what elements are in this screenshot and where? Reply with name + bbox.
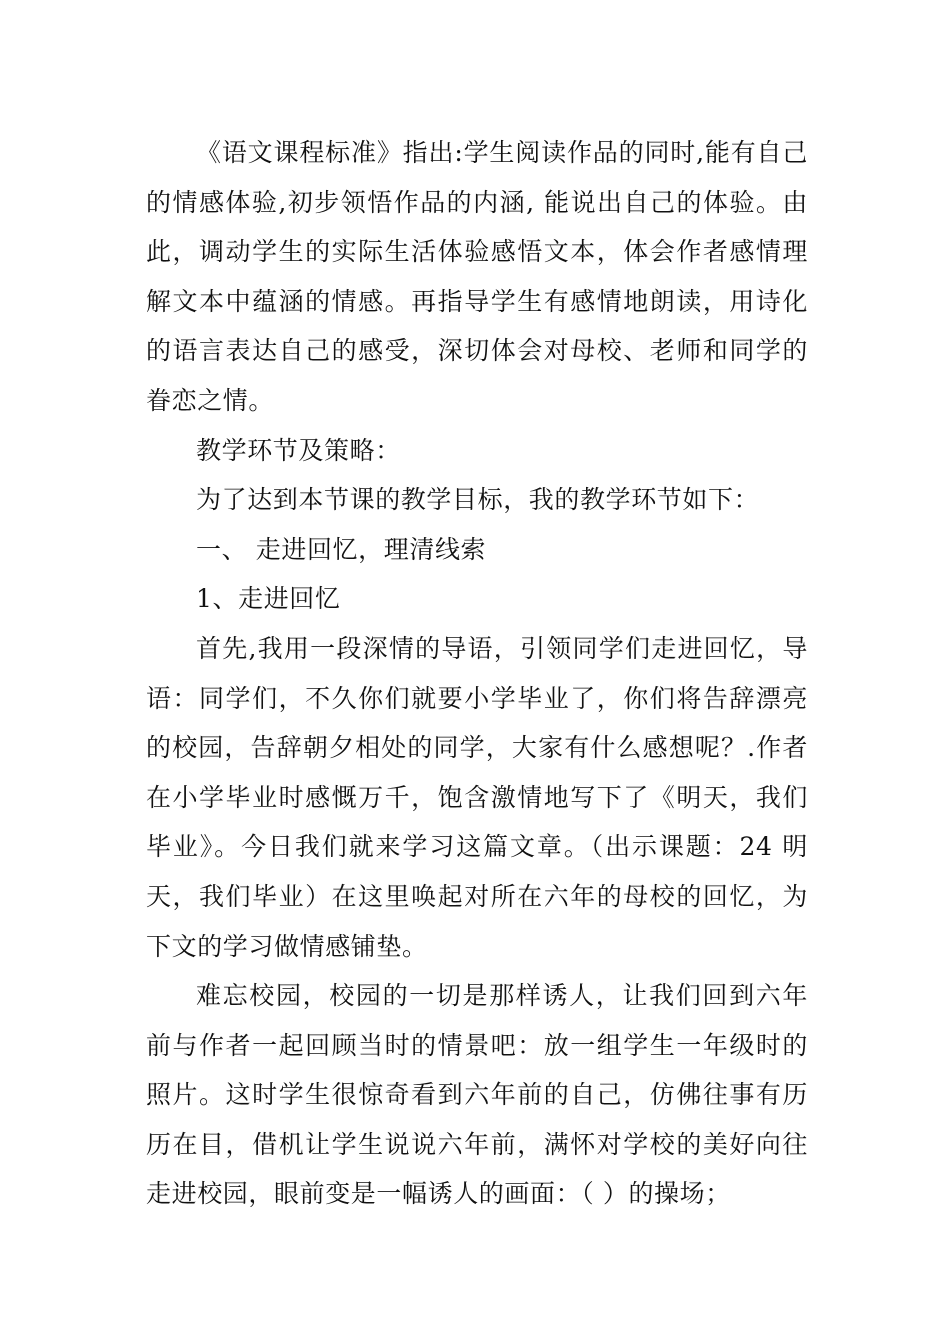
section-heading-one: 一、 走进回忆，理清线索 <box>196 534 487 564</box>
paragraph-curriculum-standard: 《语文课程标准》指出:学生阅读作品的同时,能有自己的情感体验,初步领悟作品的内涵, 能说出自己的体验。由此，调动学生的实际生活体验感悟文本，体会作者感情理解文本中蕴涵的情感。再指导学生有感情地朗读，用诗化的语言表达自己的感受，深切体会对母校、老师和同学的眷恋之情。 <box>146 138 808 415</box>
subsection-heading-one: 1、走进回忆 <box>196 584 341 614</box>
document-body <box>146 128 808 1219</box>
paragraph-teaching-steps-intro: 为了达到本节课的教学目标，我的教学环节如下： <box>196 485 760 515</box>
paragraph-introduction: 首先,我用一段深情的导语，引领同学们走进回忆，导语：同学们，不久你们就要小学毕业了，你们将告辞漂亮的校园，告辞朝夕相处的同学，大家有什么感想呢？.作者在小学毕业时感慨万千，饱含激情地写下了《明天，我们毕业》。今日我们就来学习这篇文章。（出示课题：24 明天，我们毕业）在这里唤起对所在六年的母校的回忆，为下文的学习做情感铺垫。 <box>146 633 808 961</box>
paragraph-campus-memories: 难忘校园，校园的一切是那样诱人，让我们回到六年前与作者一起回顾当时的情景吧：放一组学生一年级时的照片。这时学生很惊奇看到六年前的自己，仿佛往事有历历在目，借机让学生说说六年前，满怀对学校的美好向往走进校园，眼前变是一幅诱人的画面：（ ）的操场； <box>146 981 808 1209</box>
paragraph-teaching-steps-heading: 教学环节及策略： <box>196 435 401 465</box>
